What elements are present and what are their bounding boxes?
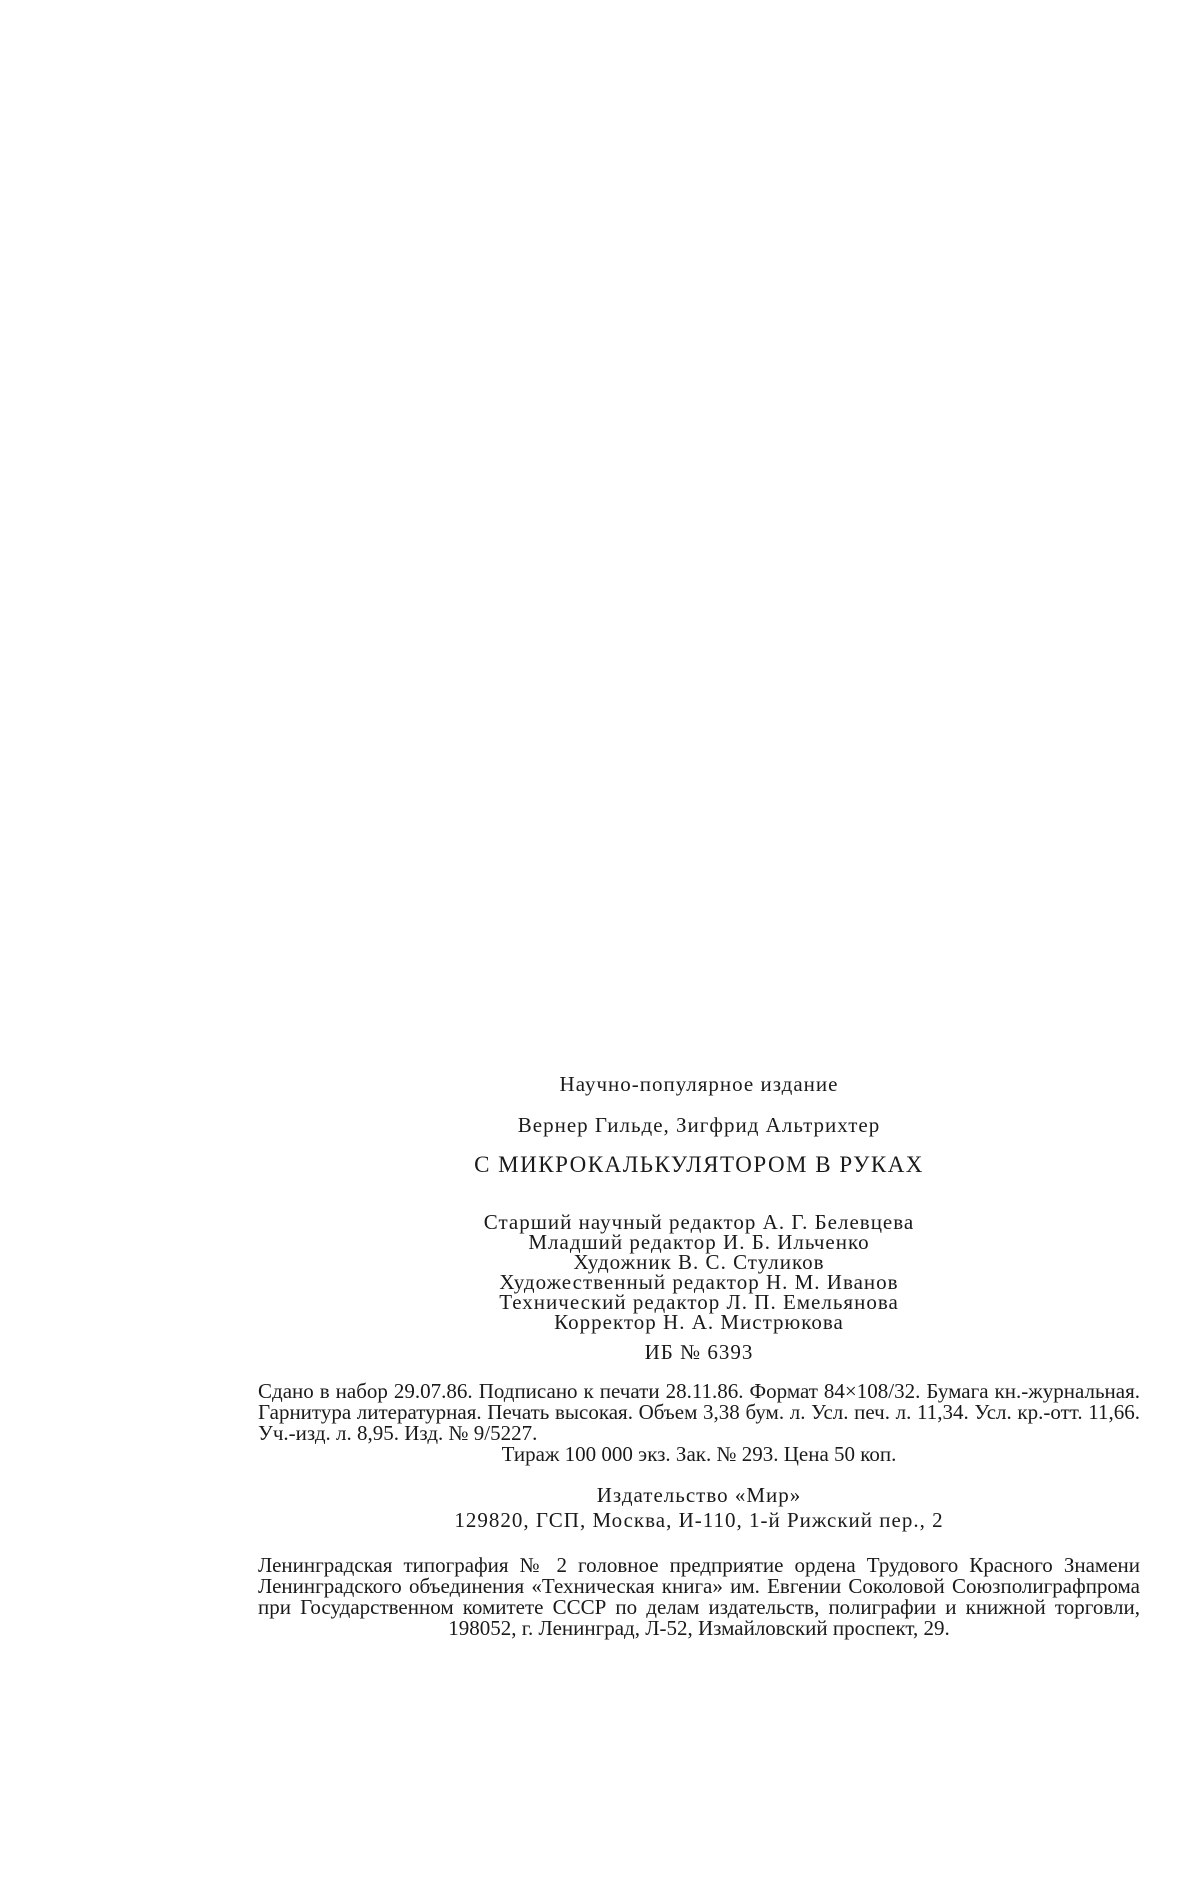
publisher-name: Издательство «Мир» (596, 1483, 802, 1507)
credit-line: Художник В. С. Стуликов (573, 1250, 825, 1274)
print-specs (258, 1381, 1140, 1465)
authors: Вернер Гильде, Зигфрид Альтрихтер (517, 1113, 881, 1137)
print-specs-circulation: Тираж 100 000 экз. Зак. № 293. Цена 50 коп. (501, 1442, 897, 1466)
book-title: С МИКРОКАЛЬКУЛЯТОРОМ В РУКАХ (474, 1152, 924, 1177)
credit-line: Младший редактор И. Б. Ильченко (528, 1230, 870, 1254)
print-specs-body: Сдано в набор 29.07.86. Подписано к печати 28.11.86. Формат 84×108/32. Бумага кн.-журнальная. Гарнитура литературная. Печать высокая. Объем 3,38 бум. л. Усл. печ. л. 11,34. Усл. кр.-отт. 11,66. Уч.-изд. л. 8,95. Изд. № 9/5227. (258, 1379, 1140, 1445)
credits-list (258, 1212, 1140, 1332)
publisher-address: 129820, ГСП, Москва, И-110, 1-й Рижский пер., 2 (454, 1508, 944, 1532)
edition-type: Научно-популярное издание (559, 1072, 839, 1096)
printer-info: Ленинградская типография № 2 головное предприятие ордена Трудового Красного Знамени Ленинградского объединения «Техническая книга» им. Евгении Соколовой Союзполиграфпрома при Государственном комитете СССР по делам издательств, полиграфии и книжной торговли, 198052, г. Ленинград, Л-52, Измайловский проспект, 29. (258, 1553, 1140, 1640)
credit-line: Старший научный редактор А. Г. Белевцева (483, 1210, 915, 1234)
credit-line: Технический редактор Л. П. Емельянова (499, 1290, 899, 1314)
colophon (258, 1072, 1140, 1639)
ib-number: ИБ № 6393 (644, 1340, 754, 1364)
credit-line: Корректор Н. А. Мистрюкова (554, 1310, 844, 1334)
credit-line: Художественный редактор Н. М. Иванов (499, 1270, 899, 1294)
